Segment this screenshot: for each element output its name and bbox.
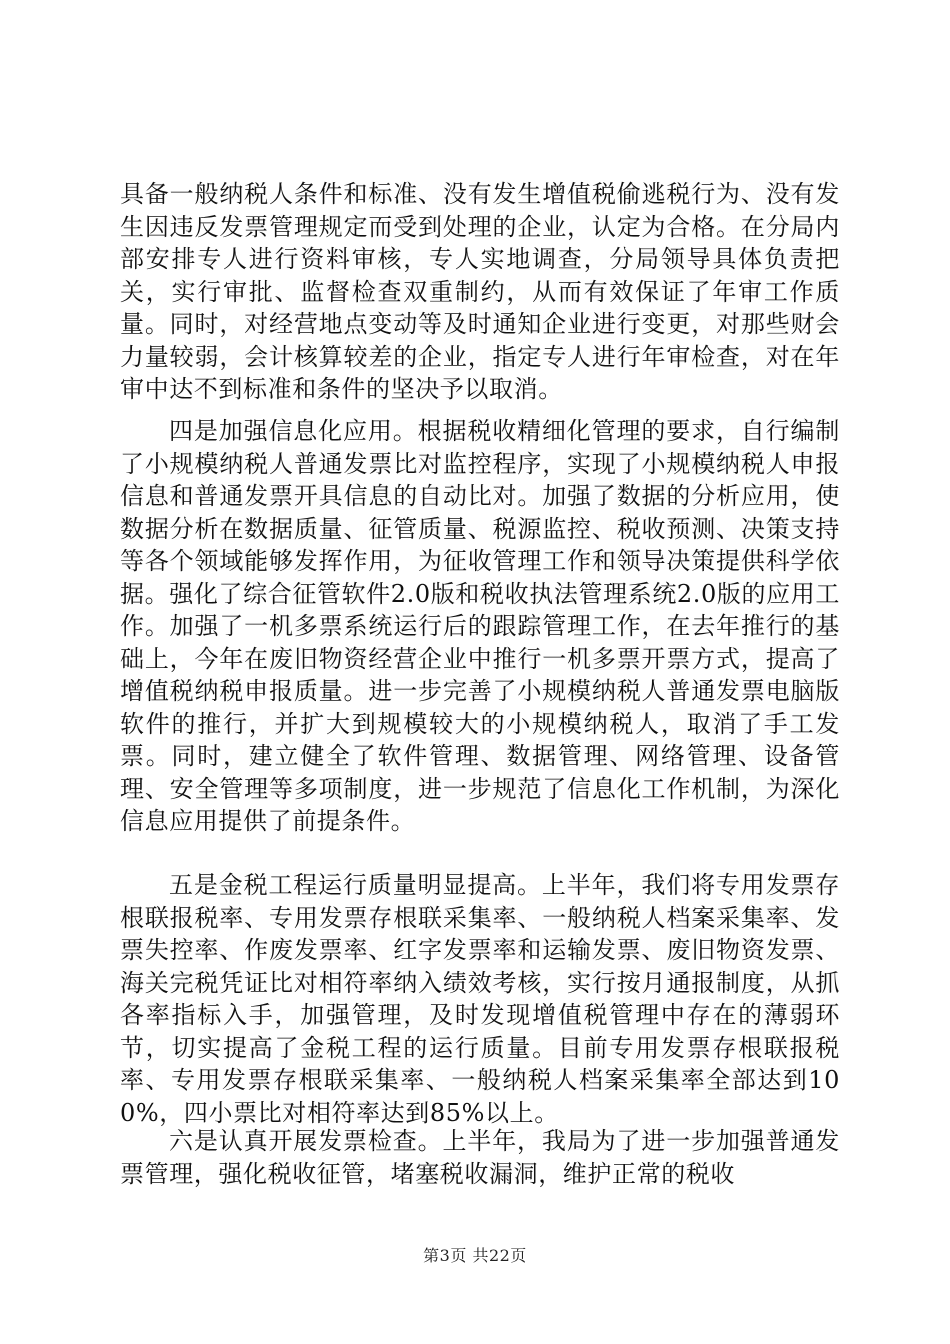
- paragraph-4: 六是认真开展发票检查。上半年，我局为了进一步加强普通发票管理，强化税收征管，堵塞税收漏洞，维护正常的税收: [120, 1127, 840, 1188]
- page-number-footer: 第3页 共22页: [423, 1246, 527, 1265]
- paragraph-1: 具备一般纳税人条件和标准、没有发生增值税偷逃税行为、没有发生因违反发票管理规定而受到处理的企业，认定为合格。在分局内部安排专人进行资料审核，专人实地调查，分局领导具体负责把关，实行审批、监督检查双重制约，从而有效保证了年审工作质量。同时，对经营地点变动等及时通知企业进行变更，对那些财会力量较弱，会计核算较差的企业，指定专人进行年审检查，对在年审中达不到标准和条件的坚决予以取消。: [120, 180, 840, 403]
- paragraph-3: 五是金税工程运行质量明显提高。上半年，我们将专用发票存根联报税率、专用发票存根联采集率、一般纳税人档案采集率、发票失控率、作废发票率、红字发票率和运输发票、废旧物资发票、海关完税凭证比对相符率纳入绩效考核，实行按月通报制度，从抓各率指标入手，加强管理，及时发现增值税管理中存在的薄弱环节，切实提高了金税工程的运行质量。目前专用发票存根联报税率、专用发票存根联采集率、一般纳税人档案采集率全部达到100%，四小票比对相符率达到85%以上。: [120, 871, 840, 1127]
- paragraph-2: 四是加强信息化应用。根据税收精细化管理的要求，自行编制了小规模纳税人普通发票比对监控程序，实现了小规模纳税人申报信息和普通发票开具信息的自动比对。加强了数据的分析应用，使数据分析在数据质量、征管质量、税源监控、税收预测、决策支持等各个领域能够发挥作用，为征收管理工作和领导决策提供科学依据。强化了综合征管软件2.0版和税收执法管理系统2.0版的应用工作。加强了一机多票系统运行后的跟踪管理工作，在去年推行的基础上，今年在废旧物资经营企业中推行一机多票开票方式，提高了增值税纳税申报质量。进一步完善了小规模纳税人普通发票电脑版软件的推行，并扩大到规模较大的小规模纳税人，取消了手工发票。同时，建立健全了软件管理、数据管理、网络管理、设备管理、安全管理等多项制度，进一步规范了信息化工作机制，为深化信息应用提供了前提条件。: [120, 417, 840, 835]
